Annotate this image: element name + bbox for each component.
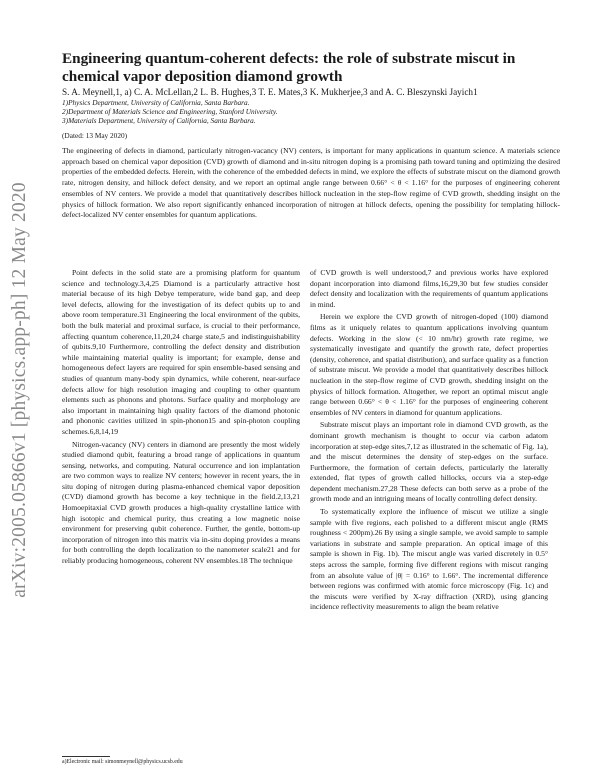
arxiv-identifier-sidebar	[2, 175, 38, 605]
body-paragraph: Nitrogen-vacancy (NV) centers in diamond are presently the most widely studied diamond qubit, featuring a broad range of applications in quantum sensing, networks, and computing. Natural occurrence and ion implantation are two common ways to realize NV centers; however in recent years, the in situ doping of nitrogen during plasma-enhanced chemical vapor deposition (CVD) diamond growth has become a key technique in the field.2,13,21 Homoepitaxial CVD growth produces a high-quality crystalline lattice with high isotopic and chemical purity, thus creating a low magnetic noise environment for preserving qubit coherence. Further, the gentle, bottom-up incorporation of nitrogen into this matrix via in-situ doping provides a means for both controlling the depth localization to the nanometer scale21 and for reliably producing homogeneous, coherent NV ensembles.18 The technique	[62, 439, 300, 566]
body-paragraph: Herein we explore the CVD growth of nitrogen-doped (100) diamond films as it uniquely relates to quantum applications involving quantum defects. Working in the slow (< 10 nm/hr) growth rate regime, we systematically investigate and quantify the growth rate, defect properties (density, coherence, and spatial distribution), and surface quality as a function of substrate miscut. We provide a model that quantitatively describes hillock nucleation in the step-flow regime of CVD growth, shedding insight on the physics of hillock formation. Altogether, we report an optimal miscut angle range between 0.66° < θ < 1.16° for the purposes of engineering coherent ensembles of NV centers in diamond for quantum applications.	[310, 312, 548, 417]
body-paragraph: To systematically explore the influence of miscut we utilize a single sample with five regions, each polished to a different miscut angle (RMS roughness < 200pm).26 By using a single sample, we avoid sample to sample variations in substrate and sample preparation. An optical image of this sample is shown in Fig. 1b). The miscut angle was varied discretely in 0.5° steps across the sample, forming five different regions with miscut ranging from an absolute value of |θ| = 0.16° to 1.66°. The incremental difference between regions was confirmed with atomic force microscopy (Fig. 1c) and the miscuts were verified by X-ray diffraction (XRD), using glancing incidence reflectivity measurements to align the beam relative	[310, 507, 548, 612]
authors-text: S. A. Meynell,1, a) C. A. McLellan,2 L. B. Hughes,3 T. E. Mates,3 K. Mukherjee,3 and A. C. Bleszynski Jayich1	[62, 87, 478, 97]
body-paragraph: of CVD growth is well understood,7 and previous works have explored dopant incorporation into diamond films,16,29,30 but few studies consider defect density and localization with the requirements of quantum applications in mind.	[310, 268, 548, 309]
affiliation-2: 2)Department of Materials Science and Engineering, Stanford University.	[62, 107, 278, 116]
footnote-rule	[62, 756, 110, 757]
author-list	[62, 87, 562, 98]
left-column	[62, 268, 300, 569]
body-paragraph: Substrate miscut plays an important role in diamond CVD growth, as the dominant growth mechanism is thought to occur via carbon adatom incorporation at step-edge sites,7,12 as illustrated in the schematic of Fig. 1a), and the miscut determines the density of step-edges on the surface. Furthermore, the formation of certain defects, particularly the laterally extended, flat types of growth called hillocks, occurs via a step-edge dependent mechanism.27,28 These defects can both serve as a probe of the growth mode and an intriguing means of locally controlling defect density.	[310, 420, 548, 504]
affiliation-3: 3)Materials Department, University of California, Santa Barbara.	[62, 116, 256, 125]
affiliation-1: 1)Physics Department, University of California, Santa Barbara.	[62, 98, 250, 107]
arxiv-identifier: arXiv:2005.05866v1 [physics.app-ph] 12 May 2020	[9, 182, 30, 598]
paper-title: Engineering quantum-coherent defects: the role of substrate miscut in chemical vapor deposition diamond growth	[62, 50, 516, 85]
footnote: a)Electronic mail: simonmeynell@physics.ucsb.edu	[62, 759, 183, 765]
body-paragraph: Point defects in the solid state are a promising platform for quantum science and technology.3,4,25 Diamond is a particularly attractive host material because of its high Debye temperature, wide band gap, and deep level defects, allowing for the investigation of its defect qubits up to and above room temperature.31 Engineering the local environment of the qubits, both the bulk material and proximal surface, is crucial to their performance, affecting quantum coherence,11,20,24 charge state,5 and indistinguishability of qubits.9,10 Furthermore, controlling the defect density and distribution while maintaining material quality is important; for example, dense and homogeneous defect layers are required for spin ensemble-based sensing and studies of quantum many-body spin dynamics, while coherent, near-surface defects allow for high resolution imaging and coupling to other quantum elements such as phonons and photons. Surface quality and morphology are also important in maintaining high quality factors of the diamond photonic and phononic cavities utilized in spin-phonon15 and spin-photon coupling schemes.6,8,14,19	[62, 268, 300, 436]
date-line: (Dated: 13 May 2020)	[62, 131, 128, 140]
abstract: The engineering of defects in diamond, particularly nitrogen-vacancy (NV) centers, is important for many applications in quantum science. A materials science approach based on chemical vapor deposition (CVD) growth of diamond and in-situ nitrogen doping is a promising path toward tuning and optimizing the desired properties of the embedded defects. Herein, with the coherence of the embedded defects in mind, we explore the effects of substrate miscut on the diamond growth rate, nitrogen density, and hillock defect density, and we report an optimal angle range between 0.66° < θ < 1.16° for the purposes of engineering coherent ensembles of NV centers. We provide a model that quantitatively describes hillock nucleation in the step-flow regime of CVD growth, shedding insight on the physics of hillock formation. We also report significantly enhanced incorporation of nitrogen at hillock defects, opening the possibility for templating hillock-defect-localized NV center ensembles for quantum applications.	[62, 146, 560, 220]
right-column	[310, 268, 548, 615]
